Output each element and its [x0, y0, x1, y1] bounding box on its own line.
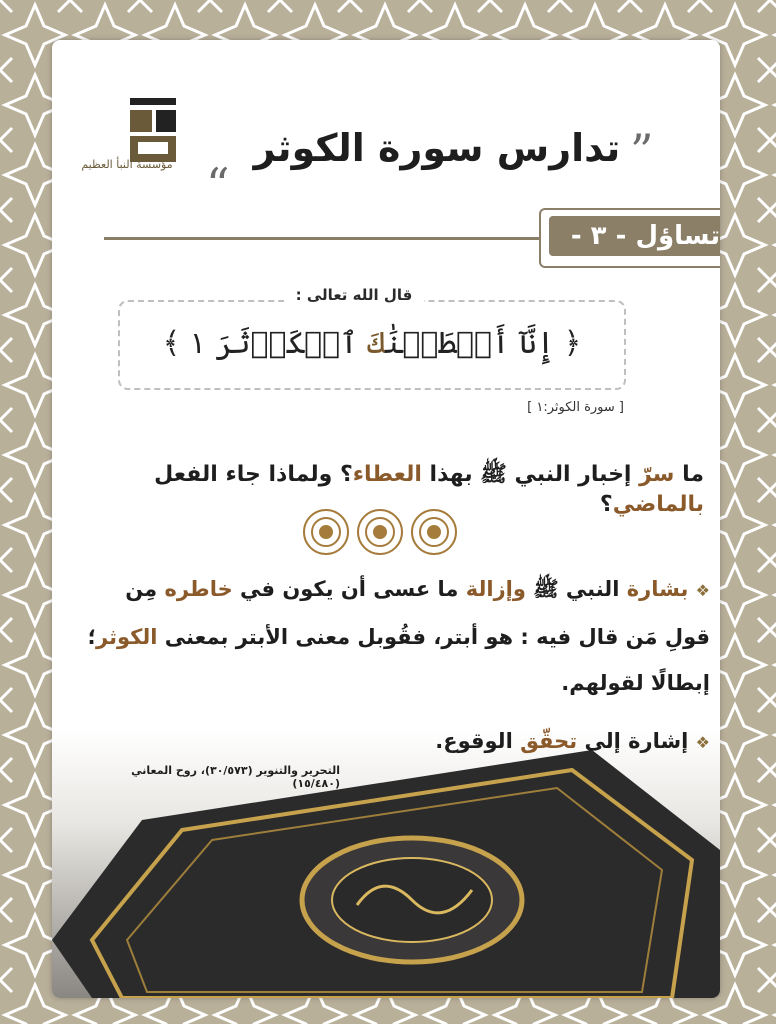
- content-card: [52, 40, 720, 998]
- quote-close-icon: “: [206, 158, 230, 212]
- logo-text: مؤسسة النبأ العظيم: [81, 158, 173, 171]
- quote-open-icon: ”: [630, 124, 654, 178]
- logo-icon: [72, 96, 182, 186]
- answer-2: ❖ إشارة إلى تحقّق الوقوع.: [435, 729, 710, 753]
- title-divider: [104, 237, 544, 240]
- answer-1: ❖ بشارة النبي ﷺ وإزالة ما عسى أن يكون في خاطره مِن قولِ مَن قال فيه : هو أبتر، فقُوبل معنى الأبتر بمعنى الكوثر؛ إبطالًا لقولهم.: [87, 577, 710, 695]
- question-text: ما سرّ إخبار النبي ﷺ بهذا العطاء؟ ولماذا جاء الفعل بالماضي؟: [154, 462, 704, 517]
- verse-text: ﴿ إِنَّآ أَعۡطَيۡنَٰكَ ٱلۡكَوۡثَرَ ١ ﴾: [162, 326, 582, 361]
- ornament-divider-icon: [300, 506, 460, 558]
- diamond-bullet-icon: ❖: [695, 581, 710, 600]
- page-title: تدارس سورة الكوثر: [253, 126, 621, 170]
- verse-reference: [ سورة الكوثر:١ ]: [527, 400, 624, 415]
- source-citation: التحرير والتنوير (٣٠/٥٧٣)، روح المعاني (١٥/٤٨٠): [131, 764, 340, 790]
- diamond-bullet-icon: ❖: [695, 733, 710, 752]
- question-badge: [539, 208, 720, 268]
- verse-intro: قال الله تعالى :: [284, 286, 424, 304]
- badge-label: تساؤل - ٣ -: [549, 216, 720, 256]
